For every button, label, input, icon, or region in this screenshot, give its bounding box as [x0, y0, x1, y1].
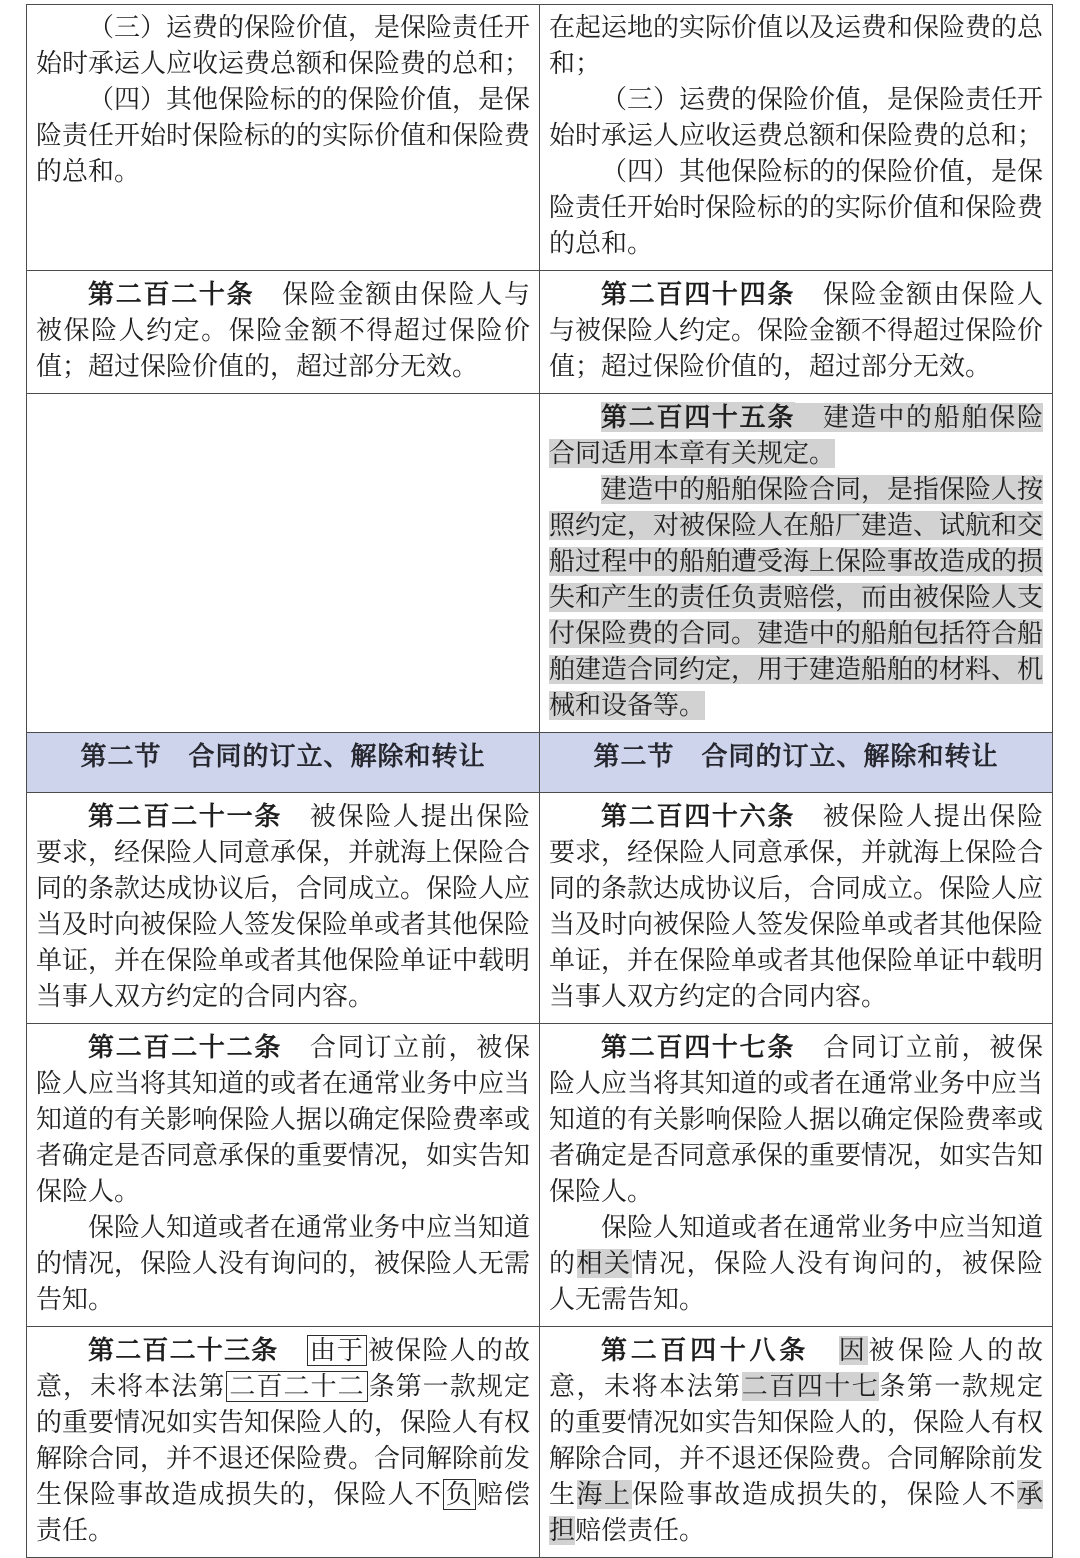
text-segment: 保险人知道或者在通常业务中应当知道的 — [549, 1213, 1044, 1278]
table-row — [27, 271, 1053, 394]
paragraph — [36, 82, 530, 190]
article-number: 第二百四十七条 — [601, 1032, 796, 1062]
paragraph — [549, 82, 1043, 154]
paragraph — [549, 154, 1043, 262]
article-cell-right — [540, 1327, 1053, 1558]
table-row — [27, 793, 1053, 1024]
text-segment: 被保险人提出保险要求，经保险人同意承保，并就海上保险合同的条款达成协议后，合同成立。保险人应当及时向被保险人签发保险单或者其他保险单证，并在保险单或者其他保险单证中载明当事人双方约定的合同内容。 — [549, 802, 1044, 1011]
article-cell-left — [27, 394, 540, 733]
text-segment: 赔偿责任。 — [36, 1480, 530, 1545]
highlighted-text: 承担 — [549, 1480, 1043, 1545]
article-cell-left — [27, 1327, 540, 1558]
article-cell-left — [27, 1024, 540, 1327]
article-number: 第二百二十条 — [88, 279, 255, 309]
comparison-table — [26, 4, 1053, 1558]
text-segment: 条第一款规定的重要情况如实告知保险人的，保险人有权解除合同，并不退还保险费。合同解除前发生 — [549, 1372, 1044, 1509]
paragraph — [36, 798, 530, 1015]
text-segment: 保险人知道或者在通常业务中应当知道的情况，保险人没有询问的，被保险人无需告知。 — [36, 1213, 531, 1314]
text-segment: 被保险人的故意，未将本法第 — [549, 1336, 1043, 1401]
article-cell-right — [540, 1024, 1053, 1327]
table-row — [27, 1024, 1053, 1327]
article-number: 第二百四十五条 — [601, 402, 796, 432]
article-cell-left — [27, 5, 540, 271]
text-segment: 情况，保险人没有询问的，被保险人无需告知。 — [549, 1249, 1043, 1314]
article-cell-right — [540, 5, 1053, 271]
text-segment — [809, 1336, 839, 1365]
text-segment: 合同订立前，被保险人应当将其知道的或者在通常业务中应当知道的有关影响保险人据以确定保险费率或者确定是否同意承保的重要情况，如实告知保险人。 — [36, 1033, 531, 1206]
text-segment — [278, 1336, 305, 1365]
table-row — [27, 1327, 1053, 1558]
text-segment: （三）运费的保险价值，是保险责任开始时承运人应收运费总额和保险费的总和； — [549, 85, 1044, 150]
table-row — [27, 5, 1053, 271]
text-segment: 被保险人的故意，未将本法第 — [36, 1336, 530, 1401]
text-segment: 在起运地的实际价值以及运费和保险费的总和； — [549, 13, 1044, 78]
section-header-cell-left: 第二节 合同的订立、解除和转让 — [27, 733, 540, 793]
article-number: 第二百二十二条 — [88, 1032, 283, 1062]
text-segment: 保险金额由保险人与被保险人约定。保险金额不得超过保险价值；超过保险价值的，超过部分无效。 — [549, 280, 1044, 381]
article-number: 第二百四十八条 — [601, 1335, 809, 1365]
paragraph — [549, 399, 1043, 472]
text-segment: （四）其他保险标的的保险价值，是保险责任开始时保险标的的实际价值和保险费的总和。 — [549, 157, 1044, 258]
boxed-deleted-text: 负 — [443, 1479, 476, 1510]
paragraph — [549, 472, 1043, 724]
boxed-deleted-text: 由于 — [307, 1335, 367, 1366]
text-segment: （四）其他保险标的的保险价值，是保险责任开始时保险标的的实际价值和保险费的总和。 — [36, 85, 531, 186]
paragraph — [36, 1210, 530, 1318]
text-segment: 保险金额由保险人与被保险人约定。保险金额不得超过保险价值；超过保险价值的，超过部分无效。 — [36, 280, 530, 381]
highlighted-text: 海上 — [576, 1480, 632, 1509]
paragraph — [549, 1210, 1043, 1318]
highlighted-text: 建造中的船舶保险合同适用本章有关规定。 — [549, 403, 1043, 468]
article-number: 第二百二十三条 — [88, 1335, 279, 1365]
highlighted-text: 二百四十七 — [741, 1372, 880, 1401]
article-cell-left — [27, 793, 540, 1024]
article-number: 第二百二十一条 — [88, 801, 283, 831]
article-cell-left — [27, 271, 540, 394]
highlighted-text: 相关 — [576, 1249, 632, 1278]
paragraph — [549, 1029, 1043, 1210]
text-segment: 条第一款规定的重要情况如实告知保险人的，保险人有权解除合同，并不退还保险费。合同解除前发生保险事故造成损失的，保险人不 — [36, 1372, 531, 1509]
highlighted-text: 建造中的船舶保险合同，是指保险人按照约定，对被保险人在船厂建造、试航和交船过程中的船舶遭受海上保险事故造成的损失和产生的责任负责赔偿，而由被保险人支付保险费的合同。建造中的船舶包括符合船舶建造合同约定，用于建造船舶的材料、机械和设备等。 — [549, 475, 1044, 720]
article-number: 第二百四十四条 — [601, 279, 796, 309]
text-segment: 合同订立前，被保险人应当将其知道的或者在通常业务中应当知道的有关影响保险人据以确定保险费率或者确定是否同意承保的重要情况，如实告知保险人。 — [549, 1033, 1044, 1206]
paragraph — [36, 10, 530, 82]
paragraph — [36, 1332, 530, 1549]
text-segment: 被保险人提出保险要求，经保险人同意承保，并就海上保险合同的条款达成协议后，合同成立。保险人应当及时向被保险人签发保险单或者其他保险单证，并在保险单或者其他保险单证中载明当事人双方约定的合同内容。 — [36, 802, 531, 1011]
highlighted-text: 因 — [838, 1336, 869, 1365]
article-number: 第二百四十六条 — [601, 801, 796, 831]
paragraph — [36, 1029, 530, 1210]
text-segment: （三）运费的保险价值，是保险责任开始时承运人应收运费总额和保险费的总和； — [36, 13, 531, 78]
section-header-cell-right: 第二节 合同的订立、解除和转让 — [540, 733, 1053, 793]
paragraph — [36, 276, 530, 385]
article-cell-right — [540, 271, 1053, 394]
paragraph — [549, 10, 1043, 82]
paragraph — [549, 798, 1043, 1015]
article-cell-right — [540, 394, 1053, 733]
section-header-row — [27, 733, 1053, 793]
paragraph — [549, 1332, 1043, 1549]
paragraph — [549, 276, 1043, 385]
article-cell-right — [540, 793, 1053, 1024]
text-segment: 保险事故造成损失的，保险人不 — [631, 1480, 1017, 1509]
table-row — [27, 394, 1053, 733]
boxed-deleted-text: 二百二十二 — [226, 1371, 367, 1402]
comparison-table-body — [27, 5, 1053, 1558]
text-segment: 赔偿责任。 — [575, 1516, 706, 1545]
